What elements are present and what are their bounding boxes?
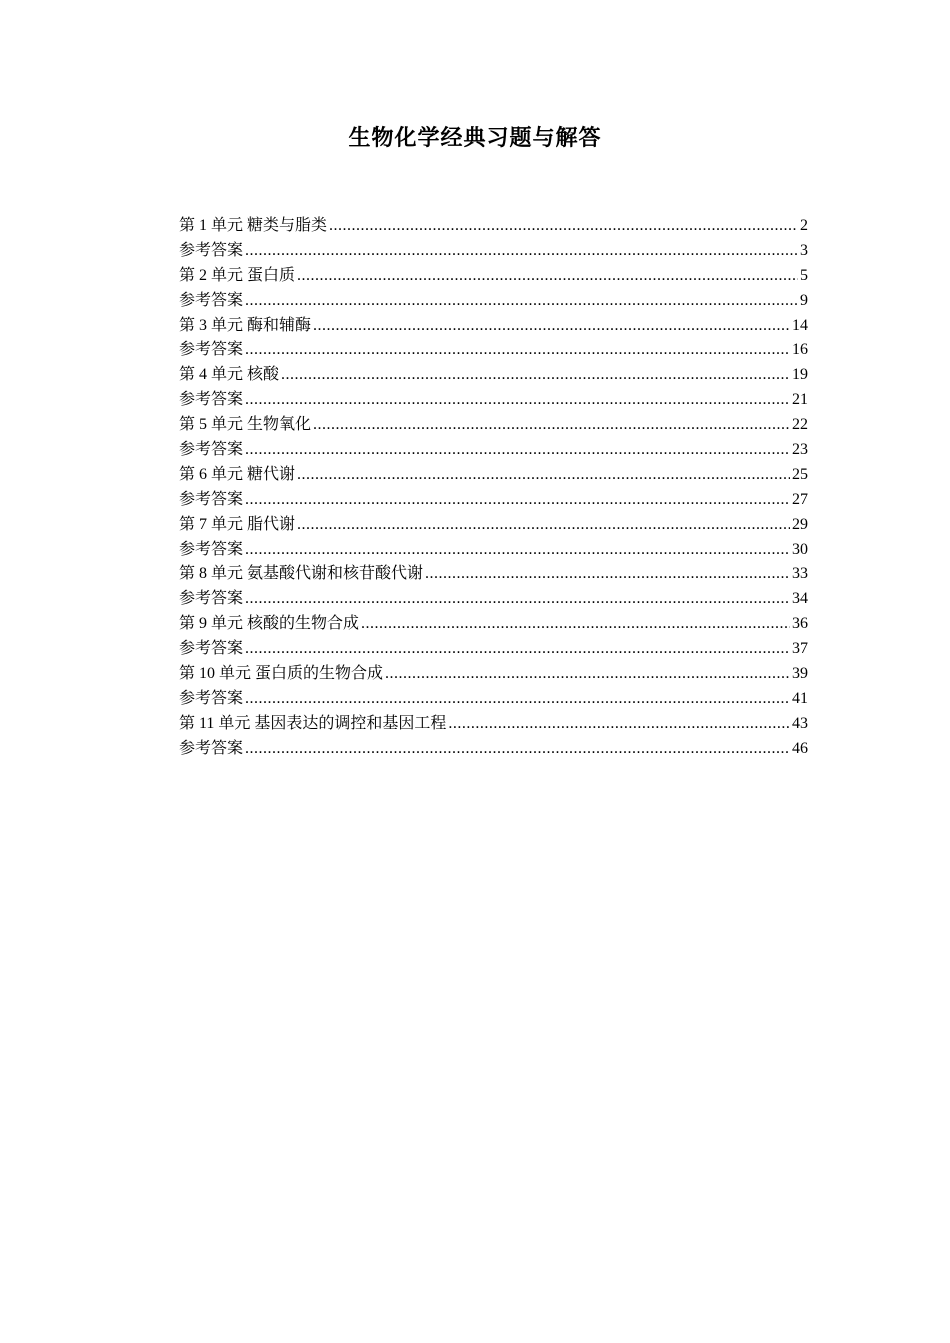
toc-entry[interactable]: [179, 413, 808, 438]
toc-entry-label: 参考答案: [179, 341, 244, 359]
toc-entry-page-number: 25: [792, 465, 808, 483]
toc-entry[interactable]: [179, 463, 808, 488]
dot-leader: [313, 413, 790, 438]
toc-entry-label: 参考答案: [179, 739, 244, 757]
toc-entry-label: 第 2 单元 蛋白质: [179, 266, 296, 284]
toc-entry-label: 第 3 单元 酶和辅酶: [179, 316, 312, 334]
toc-entry-page-number: 5: [800, 266, 808, 284]
toc-entry[interactable]: [179, 338, 808, 363]
toc-entry-page-number: 3: [800, 241, 808, 259]
dot-leader: [245, 388, 790, 413]
toc-entry-page-number: 30: [792, 540, 808, 558]
toc-entry[interactable]: [179, 637, 808, 662]
toc-entry[interactable]: [179, 289, 808, 314]
toc-entry-page-number: 39: [792, 665, 808, 683]
dot-leader: [297, 513, 790, 538]
toc-entry[interactable]: [179, 264, 808, 289]
toc-entry-page-number: 21: [792, 391, 808, 409]
toc-entry-label: 第 7 单元 脂代谢: [179, 515, 296, 533]
toc-entry-label: 第 4 单元 核酸: [179, 366, 280, 384]
toc-entry-label: 第 10 单元 蛋白质的生物合成: [179, 665, 384, 683]
toc-entry-page-number: 37: [792, 640, 808, 658]
toc-entry-page-number: 16: [792, 341, 808, 359]
toc-entry-page-number: 34: [792, 590, 808, 608]
toc-entry[interactable]: [179, 363, 808, 388]
dot-leader: [425, 562, 790, 587]
dot-leader: [245, 637, 790, 662]
toc-entry[interactable]: [179, 513, 808, 538]
toc-entry-page-number: 46: [792, 739, 808, 757]
toc-entry-label: 参考答案: [179, 441, 244, 459]
dot-leader: [245, 737, 790, 762]
toc-entry-label: 第 6 单元 糖代谢: [179, 465, 296, 483]
toc-entry-page-number: 29: [792, 515, 808, 533]
toc-entry-page-number: 43: [792, 714, 808, 732]
dot-leader: [245, 289, 798, 314]
toc-entry[interactable]: [179, 587, 808, 612]
dot-leader: [297, 264, 798, 289]
toc-entry-label: 第 5 单元 生物氧化: [179, 416, 312, 434]
toc-entry-label: 参考答案: [179, 291, 244, 309]
table-of-contents: [179, 214, 808, 762]
dot-leader: [329, 214, 798, 239]
dot-leader: [281, 363, 790, 388]
toc-entry-page-number: 22: [792, 416, 808, 434]
dot-leader: [361, 612, 790, 637]
dot-leader: [245, 587, 790, 612]
toc-entry[interactable]: [179, 737, 808, 762]
dot-leader: [245, 687, 790, 712]
toc-entry-page-number: 14: [792, 316, 808, 334]
dot-leader: [313, 314, 790, 339]
toc-entry-label: 第 8 单元 氨基酸代谢和核苷酸代谢: [179, 565, 424, 583]
toc-entry-page-number: 41: [792, 689, 808, 707]
dot-leader: [245, 438, 790, 463]
dot-leader: [245, 488, 790, 513]
dot-leader: [297, 463, 790, 488]
toc-entry-label: 参考答案: [179, 241, 244, 259]
toc-entry-label: 参考答案: [179, 689, 244, 707]
toc-entry[interactable]: [179, 612, 808, 637]
toc-entry[interactable]: [179, 538, 808, 563]
dot-leader: [245, 538, 790, 563]
toc-entry-label: 参考答案: [179, 490, 244, 508]
toc-entry-label: 第 1 单元 糖类与脂类: [179, 217, 328, 234]
toc-entry[interactable]: [179, 388, 808, 413]
toc-entry-page-number: 33: [792, 565, 808, 583]
toc-entry-page-number: 2: [800, 217, 808, 234]
toc-entry-label: 参考答案: [179, 391, 244, 409]
document-title: 生物化学经典习题与解答: [348, 126, 602, 151]
dot-leader: [448, 712, 790, 737]
toc-entry-label: 参考答案: [179, 540, 244, 558]
dot-leader: [385, 662, 790, 687]
toc-entry-page-number: 27: [792, 490, 808, 508]
toc-entry[interactable]: [179, 687, 808, 712]
toc-entry-page-number: 23: [792, 441, 808, 459]
toc-entry[interactable]: [179, 662, 808, 687]
toc-entry[interactable]: [179, 239, 808, 264]
toc-entry-label: 第 9 单元 核酸的生物合成: [179, 615, 360, 633]
toc-entry[interactable]: [179, 712, 808, 737]
toc-entry[interactable]: [179, 214, 808, 239]
toc-entry[interactable]: [179, 438, 808, 463]
toc-entry-page-number: 19: [792, 366, 808, 384]
toc-entry-page-number: 36: [792, 615, 808, 633]
toc-entry[interactable]: [179, 314, 808, 339]
dot-leader: [245, 338, 790, 363]
toc-entry[interactable]: [179, 562, 808, 587]
dot-leader: [245, 239, 798, 264]
toc-entry-page-number: 9: [800, 291, 808, 309]
toc-entry[interactable]: [179, 488, 808, 513]
toc-entry-label: 参考答案: [179, 590, 244, 608]
toc-entry-label: 参考答案: [179, 640, 244, 658]
toc-entry-label: 第 11 单元 基因表达的调控和基因工程: [179, 714, 447, 732]
